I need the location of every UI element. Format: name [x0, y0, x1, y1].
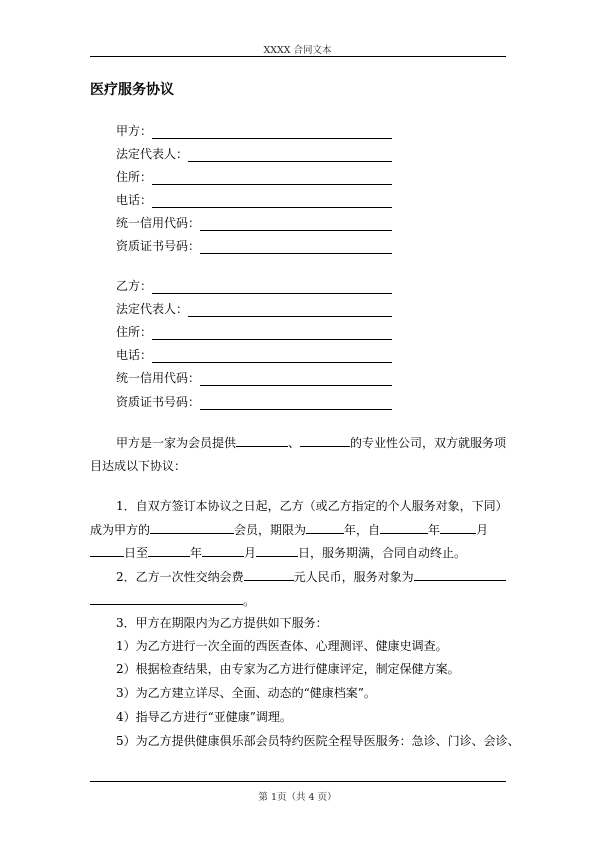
party-b-phone-field[interactable]	[152, 349, 392, 363]
party-b-name-row	[116, 278, 392, 294]
document-title: 医疗服务协议	[90, 82, 174, 98]
party-a-address-row	[116, 169, 392, 185]
party-b-license-label: 资质证书号码：	[116, 395, 201, 409]
intro-text-2: 的专业性公司，双方就服务项	[350, 436, 507, 450]
end-year-blank[interactable]	[148, 544, 190, 557]
clause-3-item: 5）为乙方提供健康俱乐部会员特约医院全程导医服务：急诊、门诊、会诊、	[116, 734, 520, 748]
party-a-rep-label: 法定代表人：	[116, 147, 189, 161]
clause-3-item: 1）为乙方进行一次全面的西医查体、心理测评、健康史调查。	[116, 639, 448, 653]
clause-2-line-1	[116, 568, 506, 585]
clause-2-text-b1: 。	[243, 594, 256, 608]
intro-text-1: 甲方是一家为会员提供	[116, 436, 237, 450]
intro-separator: 、	[288, 436, 301, 450]
clause-3-item: 4）指导乙方进行“亚健康”调理。	[116, 710, 292, 724]
membership-type-blank[interactable]	[150, 521, 234, 534]
term-years-blank[interactable]	[306, 521, 344, 534]
party-b-phone-label: 电话：	[116, 348, 153, 362]
party-a-address-label: 住所：	[116, 170, 153, 184]
clause-1-text-b4: 年	[428, 523, 441, 537]
intro-line-2: 目达成以下协议：	[90, 459, 187, 473]
clause-1-text-b5: 月	[476, 523, 489, 537]
intro-line-1	[116, 434, 506, 451]
clause-1-text-c4: 日，服务期满，合同自动终止。	[298, 546, 467, 560]
party-a-phone-label: 电话：	[116, 193, 153, 207]
end-month-blank[interactable]	[202, 544, 244, 557]
party-a-rep-field[interactable]	[188, 148, 392, 162]
end-day-blank[interactable]	[256, 544, 298, 557]
clause-3-item: 3）为乙方建立详尽、全面、动态的“健康档案”。	[116, 686, 376, 700]
party-a-credit-field[interactable]	[200, 217, 392, 231]
clause-2-text-a1: 2．乙方一次性交纳会费	[116, 570, 244, 584]
clause-1-text-c3: 月	[244, 546, 257, 560]
start-month-blank[interactable]	[440, 521, 476, 534]
party-a-license-field[interactable]	[200, 240, 392, 254]
party-a-address-field[interactable]	[152, 171, 392, 185]
party-a-name-field[interactable]	[152, 125, 392, 139]
party-a-name-row	[116, 123, 392, 139]
clause-2-text-a2: 元人民币，服务对象为	[293, 570, 414, 584]
party-b-address-row	[116, 324, 392, 340]
party-b-rep-row	[116, 301, 392, 317]
clause-1-line-2	[90, 521, 488, 538]
party-b-phone-row	[116, 347, 392, 363]
clause-1-text-c2: 年	[190, 546, 203, 560]
party-a-credit-label: 统一信用代码：	[116, 216, 201, 230]
service-blank-1[interactable]	[236, 434, 288, 447]
party-a-rep-row	[116, 146, 392, 162]
clause-1-line-1: 1．自双方签订本协议之日起，乙方（或乙方指定的个人服务对象，下同）	[116, 499, 508, 513]
clause-1-text-b3: 年，自	[344, 523, 381, 537]
party-a-phone-field[interactable]	[152, 194, 392, 208]
footer-rule	[90, 781, 506, 782]
clause-1-text-b1: 成为甲方的	[90, 523, 151, 537]
party-b-rep-label: 法定代表人：	[116, 302, 189, 316]
party-b-address-field[interactable]	[152, 326, 392, 340]
start-year-blank[interactable]	[380, 521, 428, 534]
service-target-blank[interactable]	[414, 568, 506, 581]
service-target-blank-cont[interactable]	[90, 592, 243, 605]
page-number: 第 1页（共 4 页）	[258, 792, 337, 803]
clause-1-line-3	[90, 544, 466, 561]
party-a-name-label: 甲方：	[116, 124, 153, 138]
party-b-credit-row	[116, 370, 392, 386]
party-a-license-label: 资质证书号码：	[116, 239, 201, 253]
clause-3-title: 3．甲方在期限内为乙方提供如下服务：	[116, 616, 328, 630]
start-day-blank[interactable]	[90, 544, 124, 557]
party-b-address-label: 住所：	[116, 325, 153, 339]
party-b-rep-field[interactable]	[188, 303, 392, 317]
fee-amount-blank[interactable]	[244, 568, 294, 581]
party-b-license-field[interactable]	[200, 396, 392, 410]
party-b-credit-field[interactable]	[200, 372, 392, 386]
clause-1-text-c1: 日至	[124, 546, 149, 560]
service-blank-2[interactable]	[300, 434, 350, 447]
header-title: XXXX 合同文本	[263, 45, 332, 56]
header-rule	[90, 56, 506, 57]
party-b-credit-label: 统一信用代码：	[116, 371, 201, 385]
clause-1-text-b2: 会员，期限为	[234, 523, 307, 537]
party-a-credit-row	[116, 215, 392, 231]
clause-3-item: 2）根据检查结果，由专家为乙方进行健康评定，制定保健方案。	[116, 662, 460, 676]
party-b-license-row	[116, 394, 392, 410]
party-b-name-field[interactable]	[152, 280, 392, 294]
clause-2-line-2	[90, 592, 255, 609]
party-a-license-row	[116, 238, 392, 254]
party-b-name-label: 乙方：	[116, 279, 153, 293]
party-a-phone-row	[116, 192, 392, 208]
